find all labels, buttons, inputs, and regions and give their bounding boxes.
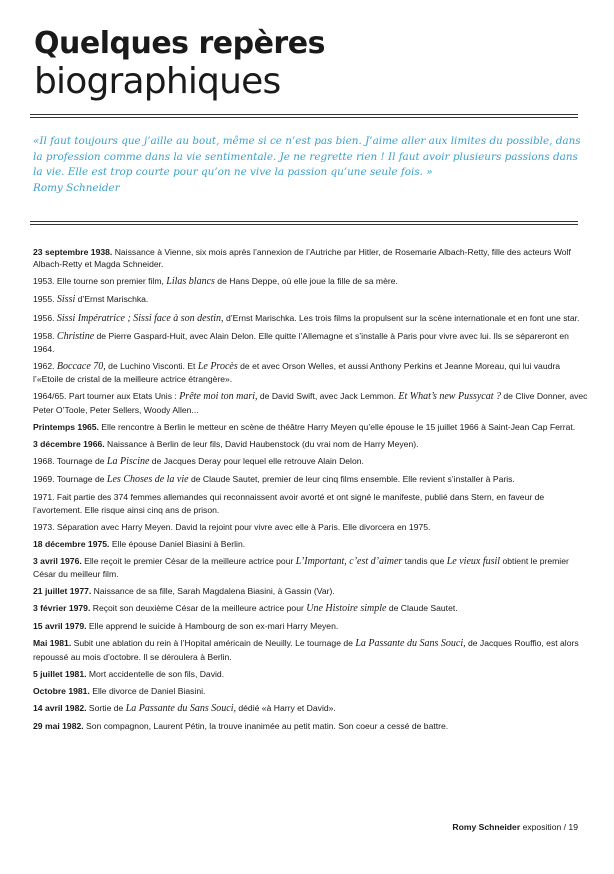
timeline-entry — [33, 538, 589, 550]
entry-date: 29 mai 1982. — [33, 721, 84, 732]
timeline-entry — [33, 637, 589, 663]
page-title — [34, 26, 325, 102]
entry-text: de Hans Deppe, où elle joue la fille de sa mère. — [214, 276, 398, 287]
entry-text: Elle épouse Daniel Biasini à Berlin. — [109, 538, 246, 549]
title-line-bold: Quelques repères — [34, 26, 325, 61]
entry-date: Printemps 1965. — [33, 421, 99, 432]
entry-title: Le Procès — [197, 361, 238, 373]
timeline-entry — [33, 473, 589, 486]
timeline-entry — [33, 685, 589, 697]
entry-text: de Jacques Rouffio, est alors repoussé au mois d’octobre. Il se déroulera à Berlin. — [33, 638, 579, 662]
entry-title: Christine — [56, 330, 95, 342]
entry-text: Sortie de — [86, 703, 126, 714]
title-line-light: biographiques — [34, 61, 281, 102]
entry-title: La Passante du Sans Souci, — [355, 638, 466, 650]
entry-date: 5 juillet 1981. — [33, 668, 87, 679]
entry-date: 18 décembre 1975. — [33, 538, 110, 549]
timeline-entry — [33, 720, 589, 732]
entry-text: Mort accidentelle de son fils, David. — [86, 668, 225, 679]
entry-title: Et What’s new Pussycat ? — [398, 391, 502, 403]
entry-text: Reçoit son deuxième César de la meilleure actrice pour — [90, 603, 307, 614]
timeline-entry — [33, 421, 589, 433]
timeline-entry — [33, 455, 589, 468]
entry-text: 1968. Tournage de — [33, 456, 107, 467]
entry-date: 3 avril 1976. — [33, 555, 82, 566]
entry-title: Lilas blancs — [166, 276, 215, 288]
entry-date: 21 juillet 1977. — [33, 586, 92, 597]
entry-text: de Jacques Deray pour lequel elle retrouve Alain Delon. — [149, 456, 364, 467]
entry-date: 3 février 1979. — [33, 603, 91, 614]
entry-text: de Luchino Visconti. Et — [105, 361, 198, 372]
entry-text: de Clive Donner, avec Peter O’Toole, Peter Sellers, Woody Allen... — [33, 391, 588, 415]
entry-date: 14 avril 1982. — [33, 703, 87, 714]
timeline-entry — [33, 275, 589, 288]
entry-text: 1971. Fait partie des 374 femmes allemandes qui reconnaissent avoir avorté et ont signé le manifeste, publié dans Stern, en faveur de l’avortement. Elle risque ainsi cinq ans de prison. — [33, 492, 545, 515]
entry-title: Une Histoire simple — [306, 603, 387, 615]
timeline-entry — [33, 491, 589, 516]
entry-date: 15 avril 1979. — [33, 621, 87, 632]
entry-text: de Claude Sautet. — [386, 603, 458, 614]
timeline-entry — [33, 668, 589, 680]
entry-text: dédié «à Harry et David». — [235, 703, 336, 714]
timeline-entry — [33, 620, 589, 632]
footer-name: Romy Schneider — [452, 822, 521, 832]
entry-text: Naissance à Berlin de leur fils, David Haubenstock (du vrai nom de Harry Meyen). — [104, 438, 419, 449]
entry-date: Mai 1981. — [33, 638, 72, 649]
quote-divider — [30, 221, 578, 225]
entry-title: Les Choses de la vie — [106, 474, 189, 486]
timeline-entry — [33, 390, 589, 416]
entry-text: Naissance à Vienne, six mois après l’annexion de l’Autriche par Hitler, de Rosemarie Albach-Retty, fille des acteurs Wolf Albach-Retty et Magda Schneider. — [33, 247, 571, 270]
entry-text: 1962. — [33, 361, 57, 372]
entry-text: 1955. — [33, 294, 57, 305]
page-footer — [452, 822, 578, 832]
entry-text: de Claude Sautet, premier de leur cinq films ensemble. Elle revient s’installer à Paris. — [188, 474, 515, 485]
entry-text: Naissance de sa fille, Sarah Magdalena Biasini, à Gassin (Var). — [91, 586, 335, 597]
footer-label: exposition / 19 — [520, 822, 578, 832]
timeline-entry — [33, 602, 589, 615]
entry-title: Boccace 70, — [56, 361, 106, 373]
top-divider — [30, 114, 578, 118]
entry-text: 1958. — [33, 330, 57, 341]
timeline-entry — [33, 585, 589, 597]
entry-title: Prête moi ton mari, — [179, 391, 258, 403]
timeline-entry — [33, 293, 589, 306]
quote-author: Romy Schneider — [33, 181, 120, 194]
timeline-list — [33, 246, 589, 737]
entry-text: tandis que — [402, 555, 447, 566]
entry-text: 1973. Séparation avec Harry Meyen. David la rejoint pour vivre avec elle à Paris. Elle divorcera en 1975. — [33, 521, 431, 532]
entry-text: 1964/65. Part tourner aux Etats Unis : — [33, 391, 180, 402]
entry-text: Elle reçoit le premier César de la meilleure actrice pour — [81, 555, 296, 566]
entry-text: d’Ernst Marischka. Les trois films la propulsent sur la scène internationale et en font une star. — [223, 312, 580, 323]
timeline-entry — [33, 702, 589, 715]
entry-text: de Pierre Gaspard-Huit, avec Alain Delon. Elle quitte l’Allemagne et s’installe à Paris pour vivre avec lui. Ils se sépareront en 1964. — [33, 330, 569, 354]
entry-text: Son compagnon, Laurent Pétin, la trouve inanimée au petit matin. Son coeur a cessé de battre. — [83, 721, 449, 732]
entry-date: Octobre 1981. — [33, 685, 90, 696]
timeline-entry — [33, 330, 589, 356]
entry-title: L’Important, c’est d’aimer — [295, 555, 403, 567]
entry-text: Subit une ablation du rein à l’Hopital américain de Neuilly. Le tournage de — [71, 638, 356, 649]
entry-text: de David Swift, avec Jack Lemmon. — [257, 391, 399, 402]
entry-text: 1969. Tournage de — [33, 474, 107, 485]
entry-text: Elle apprend le suicide à Hambourg de son ex-mari Harry Meyen. — [86, 621, 339, 632]
entry-text: 1956. — [33, 312, 57, 323]
timeline-entry — [33, 246, 589, 271]
quote-block — [33, 134, 581, 196]
timeline-entry — [33, 555, 589, 581]
entry-text: Elle divorce de Daniel Biasini. — [89, 685, 206, 696]
entry-text: d’Ernst Marischka. — [75, 294, 149, 305]
entry-text: obtient le premier César du meilleur film. — [33, 555, 569, 580]
entry-date: 23 septembre 1938. — [33, 247, 113, 257]
entry-title: Sissi — [56, 294, 76, 306]
entry-title: Sissi Impératrice ; Sissi face à son destin, — [56, 312, 224, 324]
entry-title: Le vieux fusil — [446, 555, 501, 567]
timeline-entry — [33, 438, 589, 450]
quote-text: «Il faut toujours que j’aille au bout, même si ce n’est pas bien. J’aime aller aux limites du possible, dans la profession comme dans la vie sentimentale. Je ne regrette rien ! Il faut avoir plusieurs passions dans la vie. Elle est trop courte pour qu’on ne vive la passion qu’une seule fois. » — [33, 135, 581, 178]
timeline-entry — [33, 360, 589, 386]
entry-title: La Passante du Sans Souci, — [125, 703, 236, 715]
entry-text: de et avec Orson Welles, et aussi Anthony Perkins et Jeanne Moreau, qui lui vaudra l’«Etoile de cristal de la meilleure actrice étrangère». — [33, 361, 561, 385]
entry-text: Elle rencontre à Berlin le metteur en scène de théâtre Harry Meyen qu’elle épouse le 15 juillet 1966 à Saint-Jean Cap Ferrat. — [98, 421, 576, 432]
entry-text: 1953. Elle tourne son premier film, — [33, 276, 167, 287]
entry-title: La Piscine — [106, 456, 150, 468]
timeline-entry — [33, 521, 589, 533]
timeline-entry — [33, 312, 589, 325]
entry-date: 3 décembre 1966. — [33, 438, 105, 449]
